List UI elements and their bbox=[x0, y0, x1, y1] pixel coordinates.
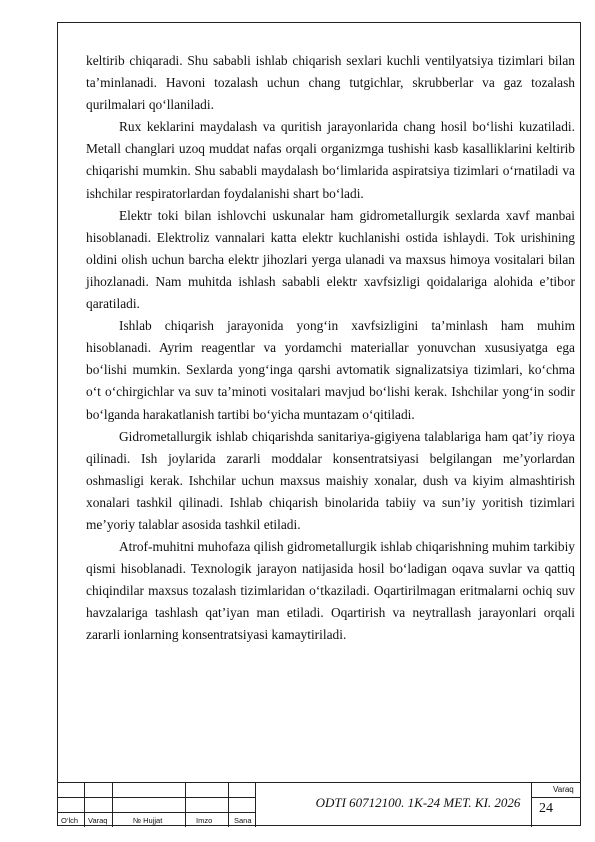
stamp-row-line bbox=[57, 812, 255, 813]
document-code: ODTI 60712100. 1K-24 MET. KI. 2026 bbox=[315, 795, 521, 810]
paragraph-3: Elektr toki bilan ishlovchi uskunalar ham gidrometallurgik sexlarda xavf manbai hisoblanadi. Elektroliz vannalari katta elektr kuchlanishi ostida ishlaydi. Tok urishining oldini olish uchun barcha elektr jihozlari yerga ulanadi va maxsus himoya vositalari bilan jihozlanadi. Nam muhitda ishlash sababli elektr xavfsizligi qoidalariga alohida e’tibor qaratiladi. bbox=[86, 207, 575, 312]
stamp-label-hujjat: № Hujjat bbox=[133, 816, 163, 825]
document-body bbox=[86, 50, 575, 647]
stamp-divider bbox=[255, 783, 256, 827]
stamp-divider bbox=[185, 783, 186, 827]
paragraph-1: keltirib chiqaradi. Shu sababli ishlab chiqarish sexlari kuchli ventilyatsiya tizimlari bilan ta’minlanadi. Havoni tozalash uchun chang tutgichlar, skrubberlar va gaz tozalash qurilmalari qo‘llaniladi. bbox=[86, 53, 575, 113]
stamp-row-line bbox=[531, 797, 581, 798]
paragraph-5: Gidrometallurgik ishlab chiqarishda sanitariya-gigiyena talablariga ham qat’iy rioya qilinadi. Ish joylarida zararli moddalar konsentratsiyasi belgilangan me’yorlardan oshmasligi kerak. Ishchilar uchun maxsus maishiy xonalar, dush va kiyim almashtirish xonalari tashkil qilinadi. Ishlab chiqarish binolarida tabiiy va sun’iy yoritish tizimlari me’yoriy talablar asosida tashkil etiladi. bbox=[86, 428, 575, 532]
paragraph-2: Rux keklarini maydalash va quritish jarayonlarida chang hosil bo‘lishi kuzatiladi. Metall changlari uzoq muddat nafas orqali organizmga tushishi kasb kasalliklarini keltirib chiqarishi mumkin. Shu sababli maydalash bo‘limlarida aspiratsiya tizimlari o‘rnatiladi va ishchilar respiratorlardan foydalanishi shart bo‘ladi. bbox=[86, 119, 575, 201]
page-number: 24 bbox=[539, 801, 553, 816]
stamp-divider bbox=[112, 783, 113, 827]
stamp-label-olch: O‘lch bbox=[61, 816, 79, 825]
title-block-stamp bbox=[57, 782, 581, 827]
paragraph-4: Ishlab chiqarish jarayonida yong‘in xavfsizligini ta’minlash ham muhim hisoblanadi. Ayrim reagentlar va yordamchi materiallar yonuvchan xususiyatga ega bo‘lishi mumkin. Sexlarda yong‘inga qarshi avtomatik signalizatsiya tizimlari, ko‘chma o‘t o‘chirgichlar va suv ta’minoti vositalari mavjud bo‘lishi kerak. Ishchilar yong‘in sodir bo‘lganda harakatlanish tartibi bo‘yicha muntazam o‘qitiladi. bbox=[86, 318, 575, 422]
stamp-label-varaq: Varaq bbox=[88, 816, 108, 825]
stamp-label-imzo: Imzo bbox=[196, 816, 213, 825]
stamp-divider bbox=[531, 783, 532, 827]
paragraph-6: Atrof-muhitni muhofaza qilish gidrometallurgik ishlab chiqarishning muhim tarkibiy qismi hisoblanadi. Texnologik jarayon natijasida hosil bo‘ladigan oqava suvlar va qattiq chiqindilar maxsus tozalash tizimlaridan o‘tkaziladi. Oqartirilmagan eritmalarni ochiq suv havzalariga tashlash qat’iyan man etiladi. Oqartirish va neytrallash jarayonlari orqali zararli ionlarning konsentratsiyasi kamaytiriladi. bbox=[86, 539, 575, 643]
stamp-label-sana: Sana bbox=[234, 816, 252, 825]
sheet-label: Varaq bbox=[553, 785, 574, 794]
stamp-divider bbox=[84, 783, 85, 827]
stamp-row-line bbox=[57, 797, 255, 798]
stamp-divider bbox=[228, 783, 229, 827]
